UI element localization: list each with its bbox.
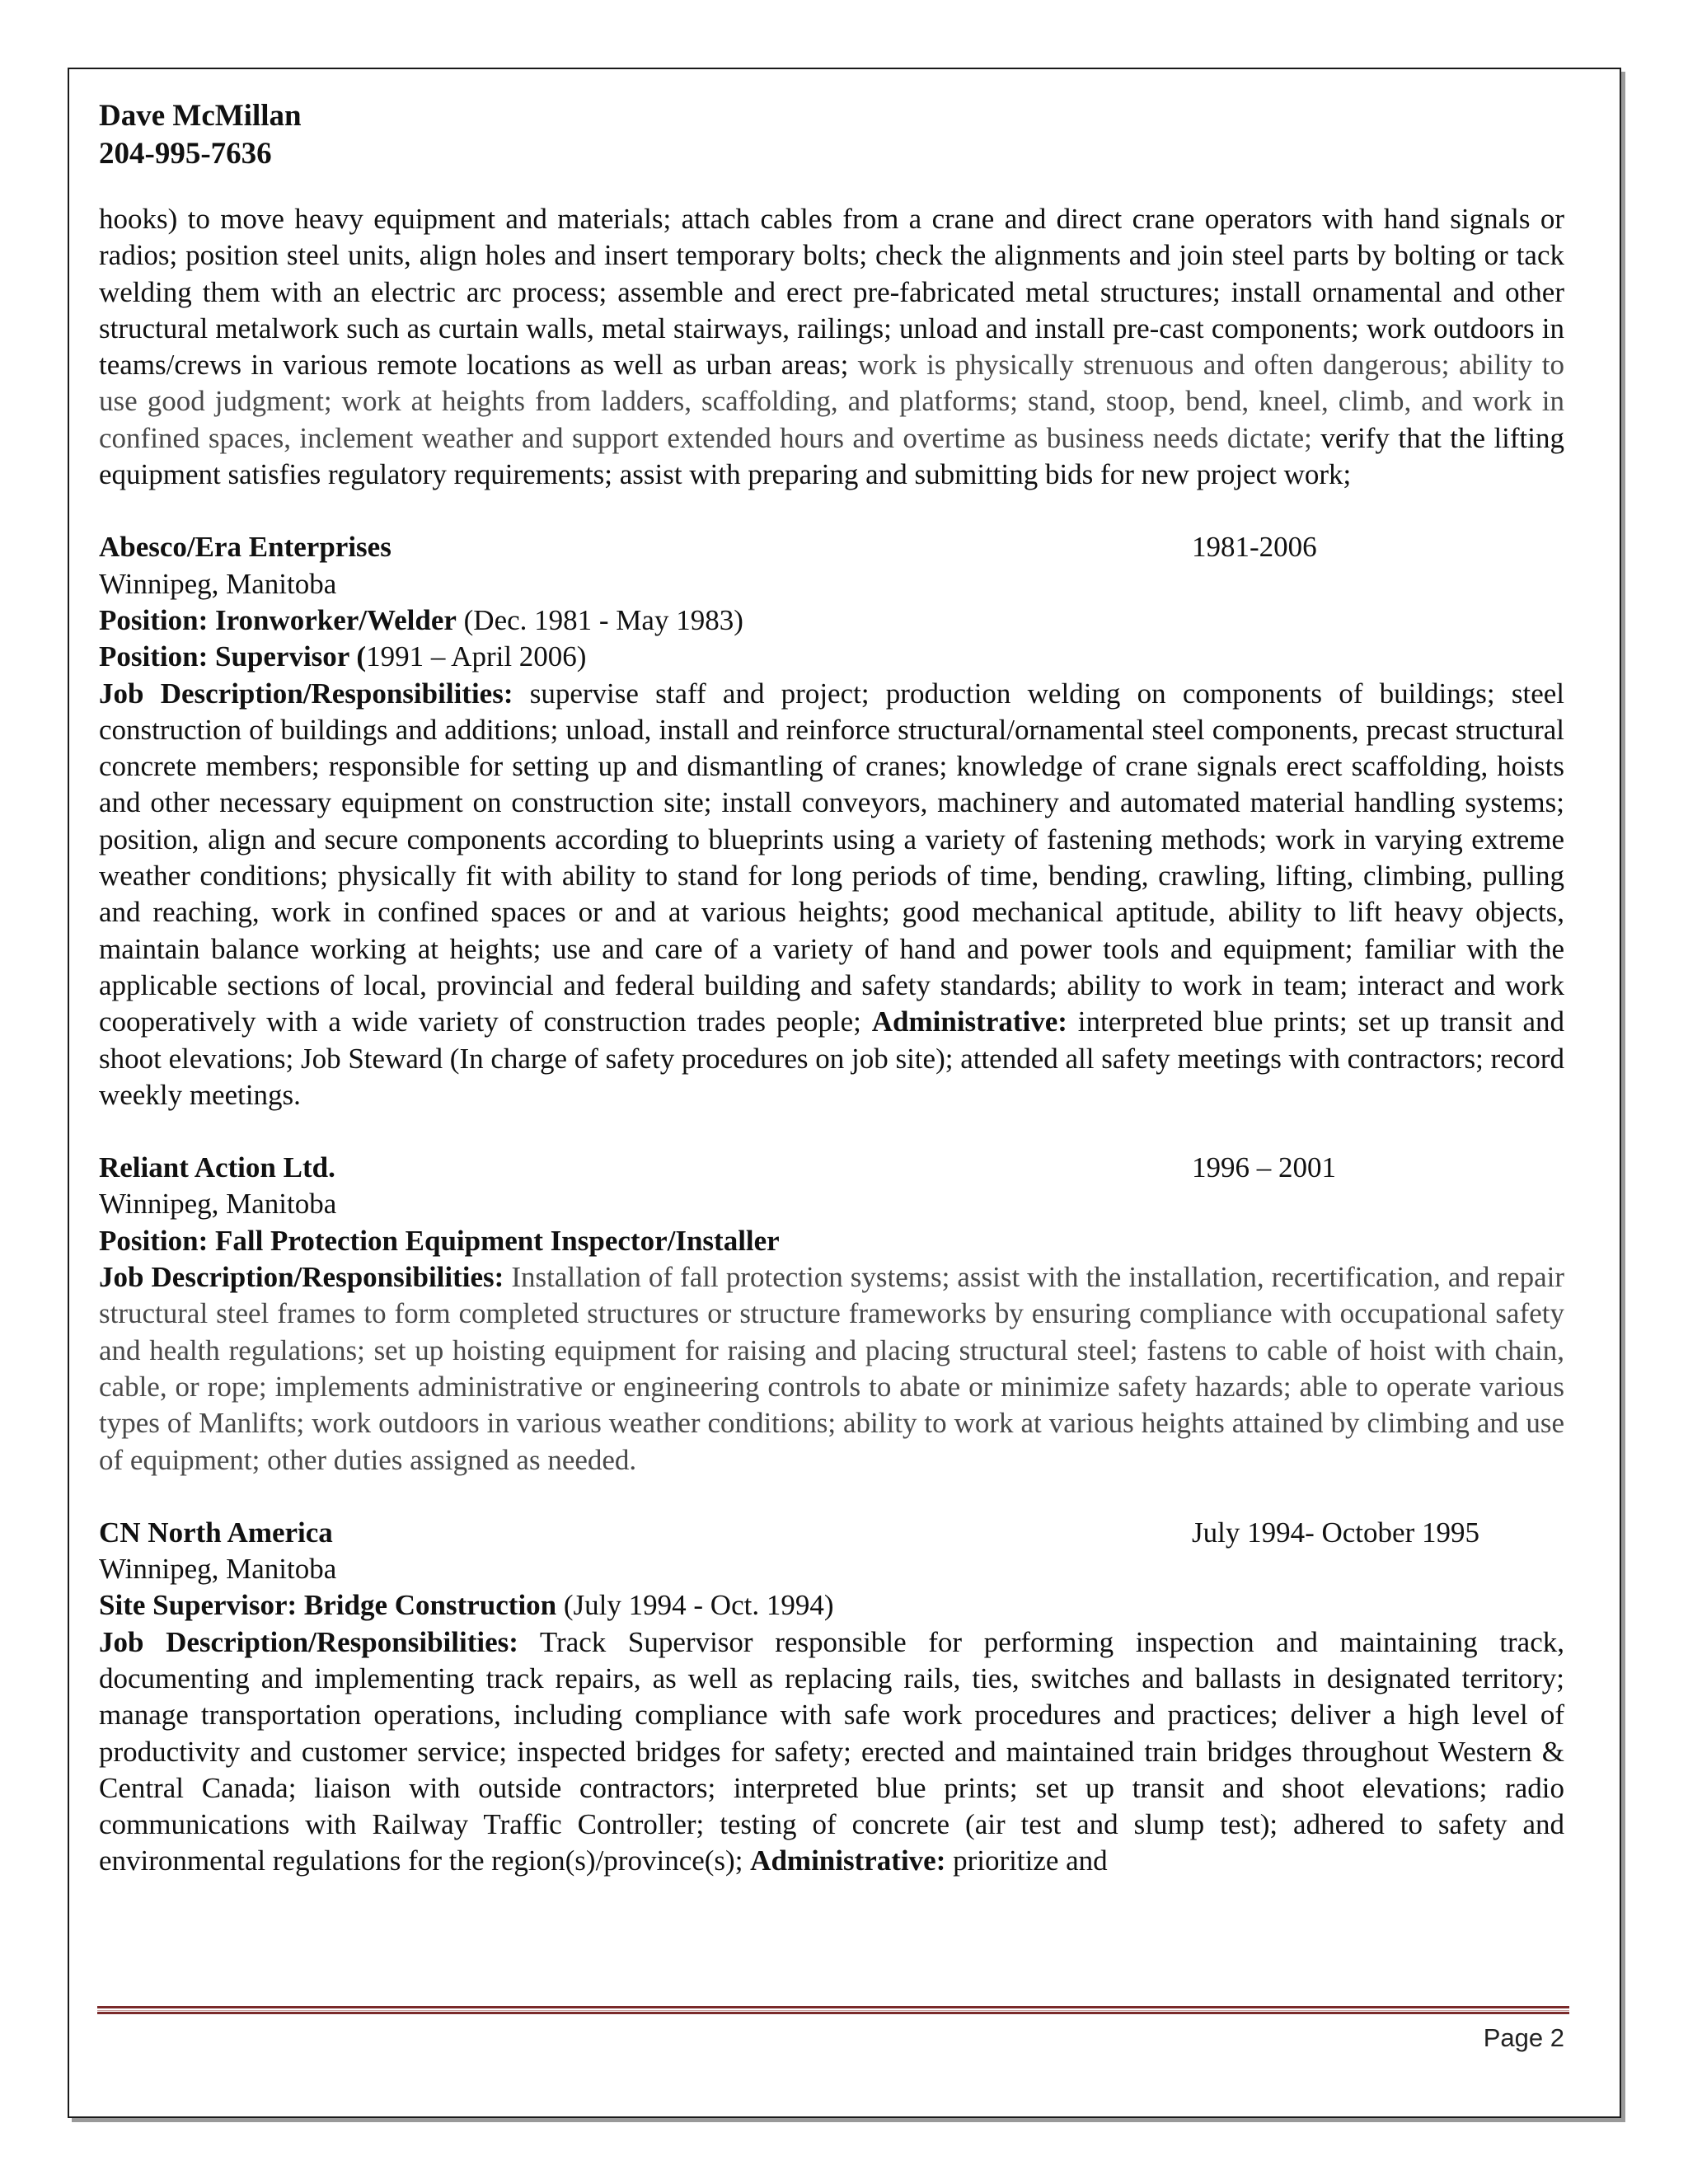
resume-content — [99, 97, 1564, 1880]
job-dates: 1996 – 2001 — [1192, 1151, 1336, 1184]
job-dates: July 1994- October 1995 — [1192, 1516, 1479, 1549]
continued-text-1: hooks) to move heavy equipment and materials; attach cables from a crane and direct crane operators with hand signals or radios; position steel units, align holes and insert temporary bolts; check the alignments and join steel parts by bolting or tack welding them with an electric arc process; assemble and erect pre-fabricated metal structures; install ornamental and other structural metalwork such as curtain walls, metal stairways, railings; unload and install pre-cast components; work outdoors in teams/crews in various remote locations as well as urban areas; — [99, 203, 1564, 382]
position-title: Position: Supervisor ( — [99, 640, 367, 673]
description-label: Job Description/Responsibilities: — [99, 1261, 504, 1294]
company-name: CN North America — [99, 1516, 333, 1549]
company-name: Reliant Action Ltd. — [99, 1151, 335, 1184]
job-heading — [99, 1150, 1564, 1186]
job-heading — [99, 529, 1564, 565]
job-entry — [99, 1150, 1564, 1479]
administrative-text: prioritize and — [945, 1844, 1108, 1877]
continued-description — [99, 201, 1564, 493]
description-label: Job Description/Responsibilities: — [99, 1625, 518, 1658]
position-dates: (July 1994 - Oct. 1994) — [556, 1589, 834, 1622]
job-entry — [99, 1515, 1564, 1880]
position-dates: 1991 – April 2006) — [366, 640, 587, 673]
job-description — [99, 1259, 1564, 1479]
position-title: Position: Fall Protection Equipment Inspector/Installer — [99, 1224, 780, 1257]
job-position — [99, 639, 1564, 675]
job-position — [99, 602, 1564, 639]
job-position — [99, 1587, 1564, 1624]
position-title: Site Supervisor: Bridge Construction — [99, 1589, 557, 1622]
job-heading — [99, 1515, 1564, 1551]
job-description — [99, 1624, 1564, 1880]
job-description — [99, 676, 1564, 1114]
job-location: Winnipeg, Manitoba — [99, 567, 337, 600]
job-entry — [99, 529, 1564, 1113]
page-number: Page 2 — [1483, 2023, 1564, 2052]
candidate-name: Dave McMillan — [99, 99, 302, 133]
continued-text-2: work is physically strenuous and often dangerous; ability to use good judgment; work at heights from ladders, scaffolding, and platforms; stand, stoop, bend, kneel, climb, and work in confined spaces, inclement weather and support extended hours and overtime as business needs dictate; — [99, 349, 1565, 454]
administrative-label: Administrative: — [871, 1005, 1067, 1038]
candidate-phone: 204-995-7636 — [99, 137, 272, 171]
description-text: Track Supervisor responsible for performing inspection and maintaining track, documenting and implementing track repairs, as well as replacing rails, ties, switches and ballasts in designated territory; manage transportation operations, including compliance with safe work procedures and practices; deliver a high level of productivity and customer service; inspected bridges for safety; erected and maintained train bridges throughout Western & Central Canada; liaison with outside contractors; interpreted blue prints; set up transit and shoot elevations; radio communications with Railway Traffic Controller; testing of concrete (air test and slump test); adhered to safety and environmental regulations for the region(s)/province(s); — [99, 1625, 1564, 1877]
resume-header — [99, 97, 1564, 173]
footer-rule — [97, 2006, 1569, 2014]
position-dates: (Dec. 1981 - May 1983) — [456, 603, 743, 636]
job-location: Winnipeg, Manitoba — [99, 1188, 337, 1221]
position-title: Position: Ironworker/Welder — [99, 603, 457, 636]
description-text: Installation of fall protection systems; assist with the installation, recertification, and repair structural steel frames to form completed structures or structure frameworks by ensuring compliance with occupational safety and health regulations; set up hoisting equipment for raising and placing structural steel; fastens to cable of hoist with chain, cable, or rope; implements administrative or engineering controls to abate or minimize safety hazards; able to operate various types of Manlifts; work outdoors in various weather conditions; ability to work at various heights attained by climbing and use of equipment; other duties assigned as needed. — [99, 1261, 1564, 1476]
job-dates: 1981-2006 — [1192, 531, 1317, 564]
description-label: Job Description/Responsibilities: — [99, 677, 513, 710]
description-text: supervise staff and project; production welding on components of buildings; steel construction of buildings and additions; unload, install and reinforce structural/ornamental steel components, precast structural concrete members; responsible for setting up and dismantling of cranes; knowledge of crane signals erect scaffolding, hoists and other necessary equipment on construction site; install conveyors, machinery and automated material handling systems; position, align and secure components according to blueprints using a variety of fastening methods; work in varying extreme weather conditions; physically fit with ability to stand for long periods of time, bending, crawling, lifting, climbing, pulling and reaching, work in confined spaces or and at various heights; good mechanical aptitude, ability to lift heavy objects, maintain balance working at heights; use and care of a variety of hand and power tools and equipment; familiar with the applicable sections of local, provincial and federal building and safety standards; ability to work in team; interact and work cooperatively with a wide variety of construction trades people; — [99, 677, 1564, 1038]
job-location: Winnipeg, Manitoba — [99, 1553, 337, 1586]
administrative-text: interpreted blue prints; set up transit and shoot elevations; Job Steward (In charge of safety procedures on job site); attended all safety meetings with contractors; record weekly meetings. — [99, 1005, 1564, 1111]
continued-text-3: verify that the lifting equipment satisfies regulatory requirements; assist with preparing and submitting bids for new project work; — [99, 421, 1564, 491]
company-name: Abesco/Era Enterprises — [99, 531, 392, 564]
administrative-label: Administrative: — [750, 1844, 946, 1877]
